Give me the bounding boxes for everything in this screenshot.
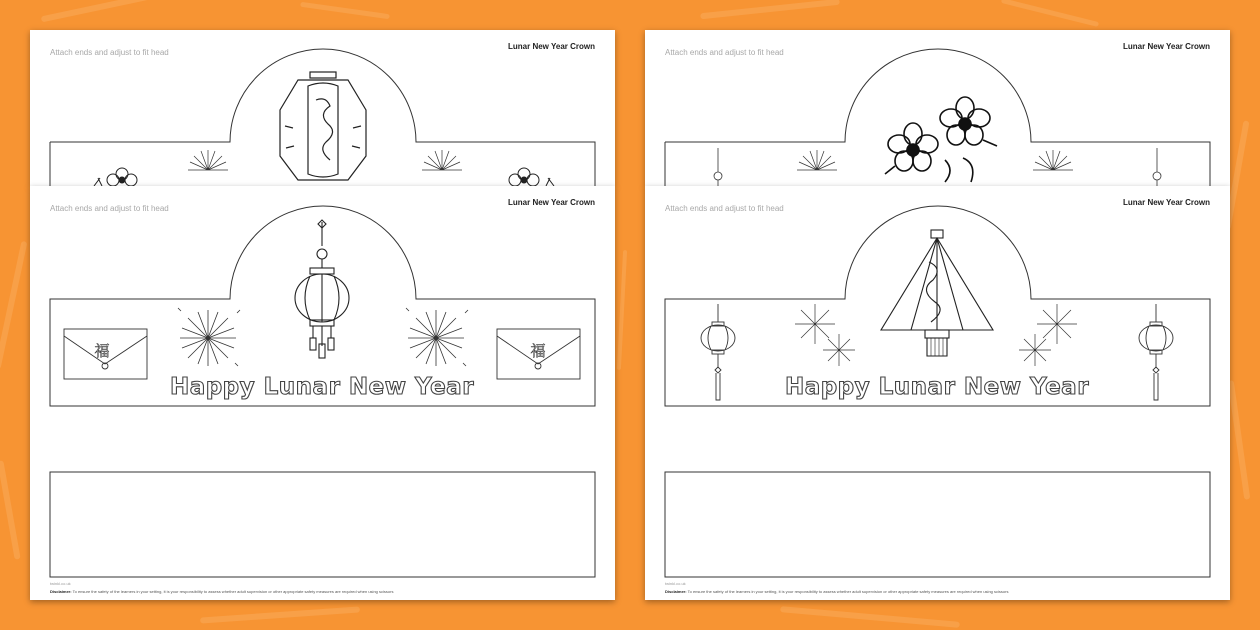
paper-lantern-icon xyxy=(295,220,349,358)
background-decoration xyxy=(0,241,27,369)
crown-sheet-paper-lantern xyxy=(30,186,615,600)
disclaimer-text xyxy=(665,589,1008,594)
headband-strip xyxy=(50,472,595,577)
background-decoration xyxy=(0,460,21,560)
crown-sheet-blossom xyxy=(645,30,1230,186)
disclaimer-body: To ensure the safety of the learners in your setting, it is your responsibility to assess whether adult supervision or other appropriate safety measures are required when using scissors xyxy=(72,589,394,594)
hanging-lantern-icon xyxy=(701,304,735,400)
instruction-text: Attach ends and adjust to fit head xyxy=(665,204,784,213)
firework-icon xyxy=(795,304,835,344)
hanging-lantern-icon xyxy=(1153,148,1161,186)
crown-outline xyxy=(645,186,1230,600)
dragon-lantern-icon xyxy=(280,72,366,180)
background-decoration xyxy=(780,606,960,628)
firework-icon xyxy=(188,150,228,170)
background-decoration xyxy=(1001,0,1099,27)
sheet-title: Lunar New Year Crown xyxy=(508,42,595,51)
firework-icon xyxy=(1019,334,1051,366)
crown-sheet-dragon-lantern xyxy=(30,30,615,186)
instruction-text: Attach ends and adjust to fit head xyxy=(665,48,784,57)
background-decoration xyxy=(300,2,390,19)
dragon-umbrella-icon xyxy=(881,230,993,356)
sheet-title: Lunar New Year Crown xyxy=(1123,42,1210,51)
headband-strip xyxy=(665,472,1210,577)
crown-outline xyxy=(645,30,1230,186)
firework-icon xyxy=(406,308,468,366)
copyright-text: twinkl.co.uk xyxy=(665,581,686,586)
firework-icon xyxy=(1037,304,1077,344)
banner-text: Happy Lunar New Year xyxy=(784,374,1090,400)
firework-icon xyxy=(797,150,837,170)
sheet-title: Lunar New Year Crown xyxy=(508,198,595,207)
crown-sheet-dragon-umbrella xyxy=(645,186,1230,600)
firework-icon xyxy=(178,308,240,366)
instruction-text: Attach ends and adjust to fit head xyxy=(50,48,169,57)
banner-text: Happy Lunar New Year xyxy=(169,374,475,400)
disclaimer-body: To ensure the safety of the learners in your setting, it is your responsibility to assess whether adult supervision or other appropriate safety measures are required when using scissors xyxy=(687,589,1009,594)
firework-icon xyxy=(823,334,855,366)
blossom-cluster-icon xyxy=(885,97,997,182)
disclaimer-text xyxy=(50,589,393,594)
background-decoration xyxy=(200,606,360,623)
hanging-lantern-icon xyxy=(714,148,722,186)
background-decoration xyxy=(617,250,627,370)
crown-outline xyxy=(30,186,615,600)
blossom-icon xyxy=(94,168,137,186)
background-decoration xyxy=(41,0,160,22)
instruction-text: Attach ends and adjust to fit head xyxy=(50,204,169,213)
firework-icon xyxy=(422,150,462,170)
envelope-character: 福 xyxy=(530,342,546,360)
sheet-title: Lunar New Year Crown xyxy=(1123,198,1210,207)
background-decoration xyxy=(700,0,840,19)
blossom-icon xyxy=(509,168,554,186)
copyright-text: twinkl.co.uk xyxy=(50,581,71,586)
disclaimer-label: Disclaimer: xyxy=(50,589,72,594)
envelope-character: 福 xyxy=(94,342,110,360)
disclaimer-label: Disclaimer: xyxy=(665,589,687,594)
hanging-lantern-icon xyxy=(1139,304,1173,400)
crown-outline xyxy=(30,30,615,186)
firework-icon xyxy=(1033,150,1073,170)
background-decoration xyxy=(1228,380,1251,500)
